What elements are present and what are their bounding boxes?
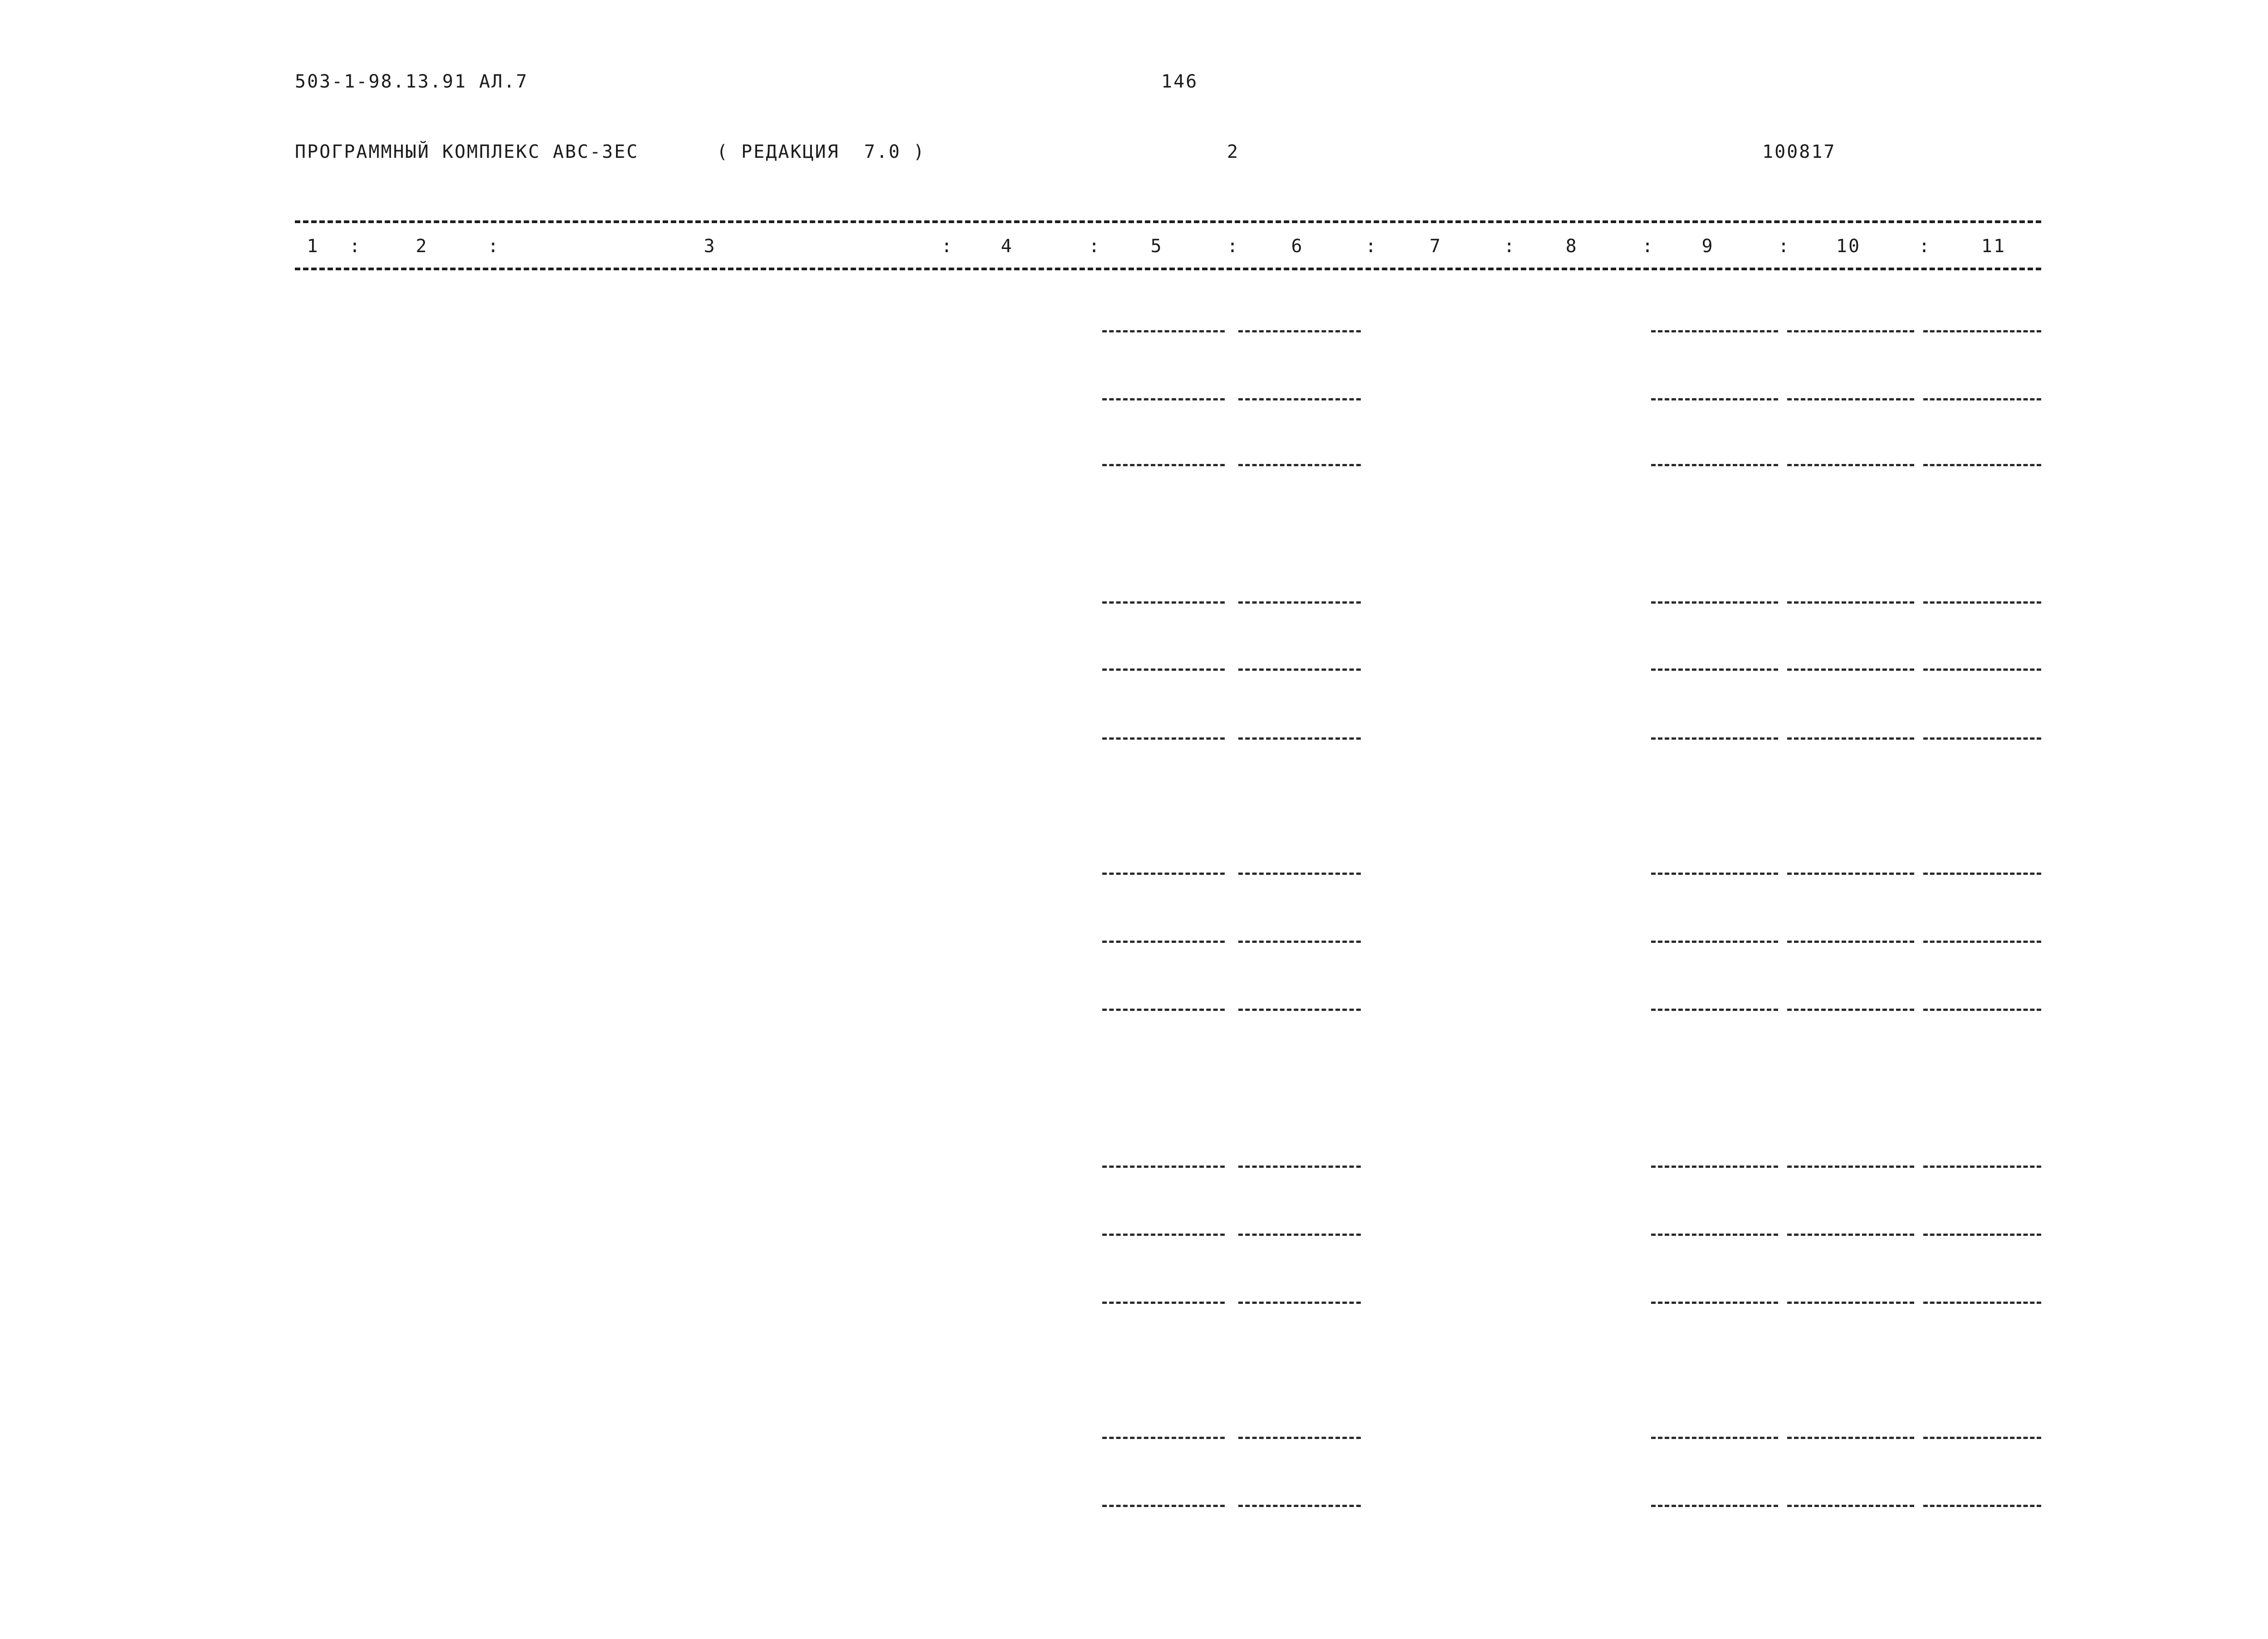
dash-divider xyxy=(1651,1302,1778,1304)
dash-divider xyxy=(1787,464,1914,466)
dash-divider xyxy=(1923,330,2041,332)
dash-divider xyxy=(1923,1437,2041,1439)
dash-divider xyxy=(1651,1009,1778,1011)
column-separator: : xyxy=(1089,236,1101,257)
column-separator: : xyxy=(1642,236,1655,257)
program-name: ПРОГРАММНЫЙ КОМПЛЕКС АВС-3ЕС xyxy=(295,141,639,162)
dash-divider xyxy=(1102,668,1225,671)
column-header-11: 11 xyxy=(1981,236,2006,257)
dash-divider xyxy=(1787,1505,1914,1507)
dash-divider xyxy=(1787,1009,1914,1011)
record-code: 100817 xyxy=(1762,141,1836,162)
column-separator: : xyxy=(1919,236,1931,257)
dash-divider xyxy=(1102,464,1225,466)
dash-divider xyxy=(1238,737,1361,740)
sheet-number: 2 xyxy=(1227,141,1240,162)
dash-divider xyxy=(1238,330,1361,332)
dash-divider xyxy=(1102,1234,1225,1236)
dash-divider xyxy=(1787,398,1914,400)
dash-divider xyxy=(1787,941,1914,943)
column-separator: : xyxy=(349,236,362,257)
dash-divider xyxy=(1651,1505,1778,1507)
dash-divider xyxy=(1651,941,1778,943)
column-separator: : xyxy=(941,236,954,257)
dash-divider xyxy=(1238,1009,1361,1011)
column-separator: : xyxy=(488,236,500,257)
dash-divider xyxy=(1923,1505,2041,1507)
dash-divider xyxy=(1102,873,1225,875)
dash-divider xyxy=(1651,1437,1778,1439)
dash-divider xyxy=(1787,330,1914,332)
table-top-border xyxy=(295,220,2041,223)
column-header-1: 1 xyxy=(307,236,319,257)
dash-divider xyxy=(1923,1166,2041,1168)
dash-divider xyxy=(1238,1234,1361,1236)
column-separator: : xyxy=(1504,236,1516,257)
dash-divider xyxy=(1102,1166,1225,1168)
column-separator: : xyxy=(1227,236,1240,257)
dash-divider xyxy=(1238,1505,1361,1507)
dash-divider xyxy=(1102,1505,1225,1507)
column-header-6: 6 xyxy=(1291,236,1304,257)
dash-divider xyxy=(1102,398,1225,400)
dash-divider xyxy=(1923,464,2041,466)
dash-divider xyxy=(1923,601,2041,604)
dash-divider xyxy=(1923,1302,2041,1304)
column-header-9: 9 xyxy=(1701,236,1714,257)
dash-divider xyxy=(1651,1234,1778,1236)
column-header-7: 7 xyxy=(1429,236,1442,257)
dash-divider xyxy=(1923,737,2041,740)
dash-divider xyxy=(1651,464,1778,466)
dash-divider xyxy=(1102,601,1225,604)
dash-divider xyxy=(1102,1437,1225,1439)
dash-divider xyxy=(1923,1234,2041,1236)
dash-divider xyxy=(1651,601,1778,604)
dash-divider xyxy=(1651,873,1778,875)
column-header-4: 4 xyxy=(1001,236,1013,257)
dash-divider xyxy=(1787,1234,1914,1236)
document-code: 503-1-98.13.91 АЛ.7 xyxy=(295,71,528,92)
column-header-2: 2 xyxy=(415,236,428,257)
dash-divider xyxy=(1238,601,1361,604)
dash-divider xyxy=(1923,398,2041,400)
dash-divider xyxy=(1238,668,1361,671)
dash-divider xyxy=(1787,873,1914,875)
column-header-10: 10 xyxy=(1836,236,1861,257)
column-separator: : xyxy=(1778,236,1791,257)
dash-divider xyxy=(1238,1302,1361,1304)
dash-divider xyxy=(1102,330,1225,332)
dash-divider xyxy=(1787,1302,1914,1304)
dash-divider xyxy=(1787,668,1914,671)
dash-divider xyxy=(1651,330,1778,332)
dash-divider xyxy=(1923,941,2041,943)
table-header-border xyxy=(295,268,2041,270)
dash-divider xyxy=(1651,398,1778,400)
dash-divider xyxy=(1923,668,2041,671)
dash-divider xyxy=(1238,1437,1361,1439)
dash-divider xyxy=(1102,1302,1225,1304)
dash-divider xyxy=(1102,1009,1225,1011)
page-number: 146 xyxy=(1161,71,1198,92)
column-separator: : xyxy=(1365,236,1378,257)
dash-divider xyxy=(1787,1437,1914,1439)
dash-divider xyxy=(1651,1166,1778,1168)
dash-divider xyxy=(1923,1009,2041,1011)
dash-divider xyxy=(1238,1166,1361,1168)
dash-divider xyxy=(1787,1166,1914,1168)
dash-divider xyxy=(1238,464,1361,466)
dash-divider xyxy=(1238,398,1361,400)
dash-divider xyxy=(1787,601,1914,604)
column-header-3: 3 xyxy=(704,236,716,257)
dash-divider xyxy=(1787,737,1914,740)
dash-divider xyxy=(1923,873,2041,875)
column-header-5: 5 xyxy=(1150,236,1163,257)
edition-label: ( РЕДАКЦИЯ 7.0 ) xyxy=(717,141,926,162)
dash-divider xyxy=(1651,668,1778,671)
dash-divider xyxy=(1238,873,1361,875)
dash-divider xyxy=(1238,941,1361,943)
dash-divider xyxy=(1102,941,1225,943)
dash-divider xyxy=(1651,737,1778,740)
dash-divider xyxy=(1102,737,1225,740)
column-header-8: 8 xyxy=(1565,236,1578,257)
